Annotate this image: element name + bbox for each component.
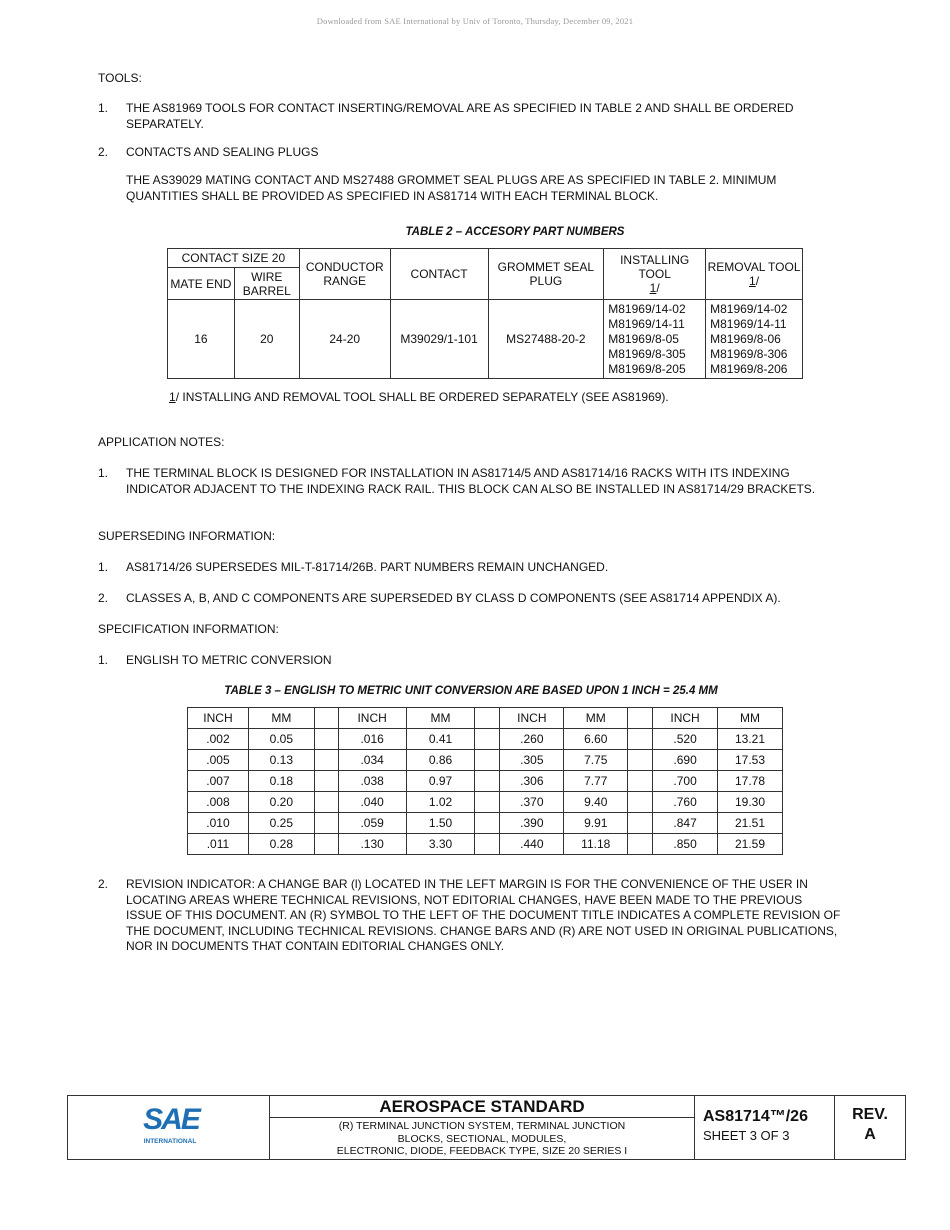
header-installing-tool: INSTALLING TOOL 1/ xyxy=(604,249,706,300)
header-mate-end: MATE END xyxy=(168,268,235,300)
cell: .011 xyxy=(188,834,249,855)
cell: .002 xyxy=(188,729,249,750)
col-inch-1: INCH xyxy=(188,708,249,729)
spacer-cell xyxy=(475,792,500,813)
cell: .440 xyxy=(500,834,564,855)
rev-value: A xyxy=(864,1126,876,1143)
table3-caption: TABLE 3 – ENGLISH TO METRIC UNIT CONVERSION ARE BASED UPON 1 INCH = 25.4 MM xyxy=(224,685,718,697)
header-conductor-range: CONDUCTOR RANGE xyxy=(299,249,390,300)
spacer-cell xyxy=(475,708,500,729)
item-number: 2. xyxy=(98,877,109,891)
cell: .760 xyxy=(653,792,718,813)
item-number: 2. xyxy=(98,591,109,605)
cell: .390 xyxy=(500,813,564,834)
cell: .700 xyxy=(653,771,718,792)
cell: 0.13 xyxy=(248,750,314,771)
spacer-cell xyxy=(628,834,653,855)
cell: 0.41 xyxy=(406,729,475,750)
cell-contact: M39029/1-101 xyxy=(390,300,488,379)
cell: .038 xyxy=(338,771,406,792)
cell: .850 xyxy=(653,834,718,855)
cell: .010 xyxy=(188,813,249,834)
spacer-cell xyxy=(314,771,338,792)
cell: .520 xyxy=(653,729,718,750)
item-text: CLASSES A, B, AND C COMPONENTS ARE SUPERSEDED BY CLASS D COMPONENTS (SEE AS81714 APPENDIX A). xyxy=(126,591,781,605)
item-text: CONTACTS AND SEALING PLUGS xyxy=(126,145,319,159)
download-watermark: Downloaded from SAE International by Univ of Toronto, Thursday, December 09, 2021 xyxy=(316,16,634,26)
cell: 0.20 xyxy=(248,792,314,813)
header-contact-size: CONTACT SIZE 20 xyxy=(168,249,300,268)
sae-logo xyxy=(132,1104,208,1152)
cell: .370 xyxy=(500,792,564,813)
col-mm-2: MM xyxy=(406,708,475,729)
col-inch-3: INCH xyxy=(500,708,564,729)
cell: .305 xyxy=(500,750,564,771)
col-inch-4: INCH xyxy=(653,708,718,729)
cell: .040 xyxy=(338,792,406,813)
item-text: AS81714/26 SUPERSEDES MIL-T-81714/26B. PART NUMBERS REMAIN UNCHANGED. xyxy=(126,560,609,574)
cell-grommet: MS27488-20-2 xyxy=(488,300,604,379)
spacer-cell xyxy=(628,792,653,813)
conversion-table xyxy=(187,707,783,855)
cell: 0.25 xyxy=(248,813,314,834)
item-number: 1. xyxy=(98,560,109,574)
spacer-cell xyxy=(628,750,653,771)
item-number: 1. xyxy=(98,101,109,115)
cell: 21.59 xyxy=(718,834,783,855)
item-number: 2. xyxy=(98,145,109,159)
cell: 0.86 xyxy=(406,750,475,771)
spacer-cell xyxy=(628,771,653,792)
item-text: THE AS39029 MATING CONTACT AND MS27488 GROMMET SEAL PLUGS ARE AS SPECIFIED IN TABLE 2. MINIMUM QUANTITIES SHALL BE PROVIDED AS SPECIFIED IN AS81714 WITH EACH TERMINAL BLOCK. xyxy=(126,173,777,203)
cell: .059 xyxy=(338,813,406,834)
header-grommet: GROMMET SEAL PLUG xyxy=(488,249,604,300)
cell: 0.97 xyxy=(406,771,475,792)
header-contact: CONTACT xyxy=(390,249,488,300)
document-number: AS81714™/26 xyxy=(703,1108,808,1125)
table-row xyxy=(188,834,783,855)
application-notes-heading: APPLICATION NOTES: xyxy=(98,435,225,449)
footer-description: (R) TERMINAL JUNCTION SYSTEM, TERMINAL JUNCTION BLOCKS, SECTIONAL, MODULES, ELECTRONIC, DIODE, FEEDBACK TYPE, SIZE 20 SERIES I xyxy=(336,1120,628,1157)
table-row xyxy=(188,792,783,813)
cell: 7.75 xyxy=(564,750,628,771)
cell: 0.28 xyxy=(248,834,314,855)
cell: .034 xyxy=(338,750,406,771)
cell: .306 xyxy=(500,771,564,792)
cell: .260 xyxy=(500,729,564,750)
spacer-cell xyxy=(314,792,338,813)
spacer-cell xyxy=(475,771,500,792)
cell-removal-tools: M81969/14-02 M81969/14-11 M81969/8-06 M81969/8-306 M81969/8-206 xyxy=(706,300,803,379)
spacer-cell xyxy=(628,729,653,750)
cell: 21.51 xyxy=(718,813,783,834)
cell: .690 xyxy=(653,750,718,771)
cell: 9.40 xyxy=(564,792,628,813)
table2-footnote: 1/ INSTALLING AND REMOVAL TOOL SHALL BE ORDERED SEPARATELY (SEE AS81969). xyxy=(169,390,669,404)
spacer-cell xyxy=(314,708,338,729)
spacer-cell xyxy=(314,729,338,750)
cell-installing-tools: M81969/14-02 M81969/14-11 M81969/8-05 M81969/8-305 M81969/8-205 xyxy=(604,300,706,379)
sae-logo-subtext: INTERNATIONAL xyxy=(143,1138,197,1145)
cell: .007 xyxy=(188,771,249,792)
spacer-cell xyxy=(475,729,500,750)
table-row xyxy=(188,771,783,792)
spacer-cell xyxy=(475,813,500,834)
col-mm-3: MM xyxy=(564,708,628,729)
cell: .005 xyxy=(188,750,249,771)
spacer-cell xyxy=(314,834,338,855)
cell: 1.50 xyxy=(406,813,475,834)
col-mm-4: MM xyxy=(718,708,783,729)
cell: 1.02 xyxy=(406,792,475,813)
tools-heading: TOOLS: xyxy=(98,71,142,85)
spacer-cell xyxy=(475,834,500,855)
cell: 9.91 xyxy=(564,813,628,834)
cell: 19.30 xyxy=(718,792,783,813)
rev-label: REV. xyxy=(852,1106,888,1123)
spacer-cell xyxy=(314,813,338,834)
superseding-heading: SUPERSEDING INFORMATION: xyxy=(98,529,276,543)
item-number: 1. xyxy=(98,466,109,480)
item-text: THE TERMINAL BLOCK IS DESIGNED FOR INSTALLATION IN AS81714/5 AND AS81714/16 RACKS WITH ITS INDEXING INDICATOR ADJACENT TO THE INDEXING RACK RAIL. THIS BLOCK CAN ALSO BE INSTALLED IN AS81714/29 BRACKETS. xyxy=(126,466,816,496)
cell: 3.30 xyxy=(406,834,475,855)
cell: .008 xyxy=(188,792,249,813)
col-inch-2: INCH xyxy=(338,708,406,729)
cell-mate-end: 16 xyxy=(168,300,235,379)
col-mm-1: MM xyxy=(248,708,314,729)
item-text: ENGLISH TO METRIC CONVERSION xyxy=(126,653,332,667)
spacer-cell xyxy=(475,750,500,771)
cell: 17.53 xyxy=(718,750,783,771)
cell: 7.77 xyxy=(564,771,628,792)
header-removal-tool: REMOVAL TOOL 1/ xyxy=(706,249,803,300)
table-row xyxy=(188,813,783,834)
accessory-part-table xyxy=(167,248,803,379)
footer-title: AEROSPACE STANDARD xyxy=(379,1097,585,1116)
sheet-number: SHEET 3 OF 3 xyxy=(703,1128,790,1143)
header-wire-barrel: WIRE BARREL xyxy=(234,268,299,300)
cell: 17.78 xyxy=(718,771,783,792)
cell-wire-barrel: 20 xyxy=(234,300,299,379)
cell: .847 xyxy=(653,813,718,834)
spacer-cell xyxy=(628,813,653,834)
table-row xyxy=(188,750,783,771)
table2-caption: TABLE 2 – ACCESORY PART NUMBERS xyxy=(405,226,625,238)
cell: 0.18 xyxy=(248,771,314,792)
cell: 6.60 xyxy=(564,729,628,750)
item-text: THE AS81969 TOOLS FOR CONTACT INSERTING/REMOVAL ARE AS SPECIFIED IN TABLE 2 AND SHALL BE ORDERED SEPARATELY. xyxy=(126,101,794,131)
cell: .016 xyxy=(338,729,406,750)
cell: 11.18 xyxy=(564,834,628,855)
specification-heading: SPECIFICATION INFORMATION: xyxy=(98,622,279,636)
cell: .130 xyxy=(338,834,406,855)
spacer-cell xyxy=(314,750,338,771)
spacer-cell xyxy=(628,708,653,729)
cell: 0.05 xyxy=(248,729,314,750)
cell: 13.21 xyxy=(718,729,783,750)
item-number: 1. xyxy=(98,653,109,667)
item-text: REVISION INDICATOR: A CHANGE BAR (l) LOCATED IN THE LEFT MARGIN IS FOR THE CONVENIENCE OF THE USER IN LOCATING AREAS WHERE TECHNICAL REVISIONS, NOT EDITORIAL CHANGES, HAVE BEEN MADE TO THE PREVIOUS ISSUE OF THIS DOCUMENT. AN (R) SYMBOL TO THE LEFT OF THE DOCUMENT TITLE INDICATES A COMPLETE REVISION OF THE DOCUMENT, INCLUDING TECHNICAL REVISIONS. CHANGE BARS AND (R) ARE NOT USED IN ORIGINAL PUBLICATIONS, NOR IN DOCUMENTS THAT CONTAIN EDITORIAL CHANGES ONLY. xyxy=(126,877,841,953)
table-row xyxy=(188,729,783,750)
cell-conductor-range: 24-20 xyxy=(299,300,390,379)
sae-logo-text: SAE xyxy=(143,1103,199,1136)
title-block-divider xyxy=(269,1117,695,1118)
